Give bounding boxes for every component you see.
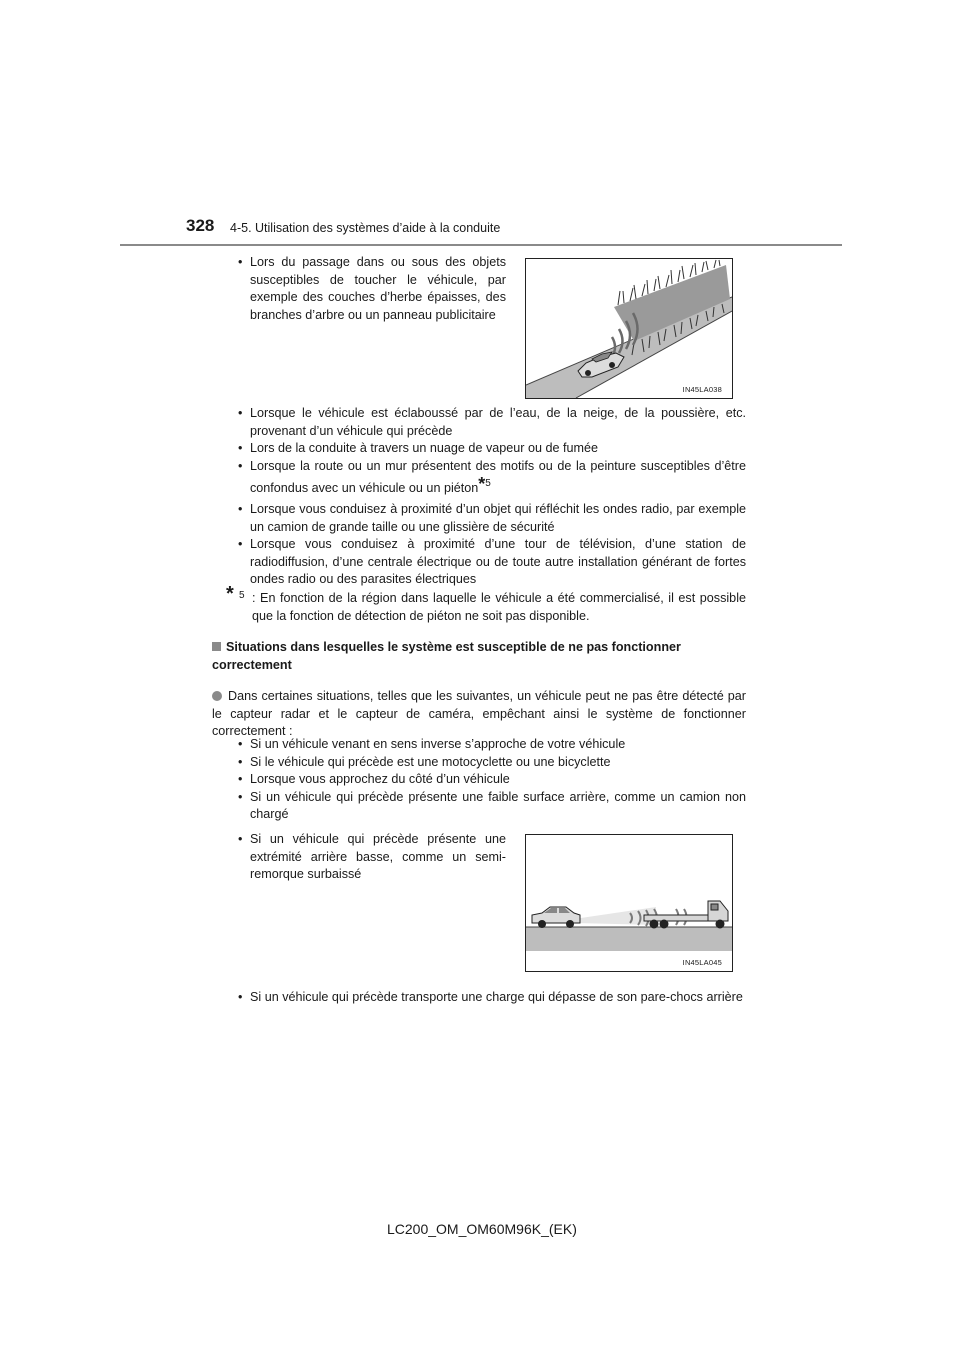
bullet-symbol: • (238, 772, 243, 787)
circle-bullet-icon (212, 691, 222, 701)
list-item (230, 771, 746, 789)
bullet-symbol: • (238, 537, 243, 552)
list-item (230, 458, 746, 498)
bullet-overhanging-load (230, 989, 746, 1007)
trailer-shape (644, 901, 728, 928)
footnote-ref-number: 5 (485, 478, 491, 490)
figure-code: IN45LA038 (682, 385, 722, 394)
figure-vegetation (525, 258, 733, 399)
bullet-text: Lorsque la route ou un mur présentent des motifs ou de la peinture susceptibles d’être confondus avec un véhicule ou un piéton (250, 458, 746, 496)
bullet-symbol: • (238, 832, 243, 846)
footnote-number: 5 (239, 590, 245, 601)
bullet-text: Lorsque vous conduisez à proximité d’une tour de télévision, d’une station de radiodiffusion, d’une centrale électrique ou de toute autre installation générant de fortes ondes radio ou des parasites électriques (250, 537, 746, 587)
bullet-symbol: • (238, 789, 243, 804)
list-item (230, 831, 506, 884)
bullet-symbol: • (238, 441, 243, 456)
page-number: 328 (186, 216, 215, 235)
section-intro (212, 688, 746, 741)
bullet-text: Lorsque vous conduisez à proximité d’un objet qui réfléchit les ondes radio, par exemple un camion de grande taille ou une glissière de sécurité (250, 501, 746, 534)
vegetation-illustration (526, 259, 732, 398)
bullet-symbol: • (238, 458, 243, 473)
bullet-thick-objects (230, 254, 506, 324)
section-heading-text: Situations dans lesquelles le système est susceptible de ne pas fonctionner correctement (212, 640, 681, 672)
footnote-text: : En fonction de la région dans laquelle le véhicule a été commercialisé, il est possible que la fonction de détection de piéton ne soit pas disponible. (252, 591, 746, 623)
section-intro-text: Dans certaines situations, telles que les suivantes, un véhicule peut ne pas être détecté par le capteur radar et le capteur de caméra, empêchant ainsi le système de fonctionner correctement : (212, 689, 746, 739)
list-item (230, 254, 506, 324)
bullet-symbol: • (238, 501, 243, 516)
bullet-symbol: • (238, 990, 243, 1004)
bullet-list-top (230, 405, 746, 589)
list-item (230, 989, 746, 1007)
low-trailer-illustration (526, 835, 732, 971)
bullet-text: Si un véhicule qui précède transporte une charge qui dépasse de son pare-chocs arrière (250, 990, 743, 1004)
list-item (230, 754, 746, 772)
bullet-list-bottom (230, 736, 746, 824)
bullet-low-trailer (230, 831, 506, 884)
section-heading (212, 639, 746, 674)
bullet-text: Si un véhicule qui précède présente une faible surface arrière, comme un camion non chargé (250, 789, 746, 822)
list-item (230, 501, 746, 536)
list-item (230, 440, 746, 458)
bullet-text: Lorsque le véhicule est éclaboussé par de l’eau, de la neige, de la poussière, etc. provenant d’un véhicule qui précède (250, 406, 746, 438)
figure-low-trailer (525, 834, 733, 972)
header-rule (120, 244, 842, 246)
footnote-ref-mark: * (478, 474, 486, 495)
bullet-text: Lorsque vous approchez du côté d’un véhicule (250, 772, 510, 787)
bullet-text: Lors du passage dans ou sous des objets susceptibles de toucher le véhicule, par exemple des couches d’herbe épaisses, des branches d’arbre ou un panneau publicitaire (250, 255, 506, 322)
figure-code: IN45LA045 (682, 958, 722, 967)
car-shape (532, 907, 580, 928)
bullet-symbol: • (238, 406, 243, 420)
bullet-text: Lors de la conduite à travers un nuage de vapeur ou de fumée (250, 441, 598, 456)
bullet-text: Si un véhicule qui précède présente une extrémité arrière basse, comme un semi-remorque surbaissé (250, 832, 506, 882)
bullet-symbol: • (238, 737, 243, 751)
square-bullet-icon (212, 642, 221, 651)
document-code: LC200_OM_OM60M96K_(EK) (387, 1221, 577, 1237)
list-item (230, 536, 746, 589)
bullet-symbol: • (238, 754, 243, 769)
list-item (230, 405, 746, 440)
list-item (230, 736, 746, 754)
bullet-text: Si un véhicule venant en sens inverse s’approche de votre véhicule (250, 737, 626, 751)
footnote (226, 583, 746, 625)
list-item (230, 789, 746, 824)
footnote-mark: * (226, 583, 234, 605)
bullet-text: Si le véhicule qui précède est une motocyclette ou une bicyclette (250, 754, 611, 769)
bullet-symbol: • (238, 255, 243, 269)
section-title: 4-5. Utilisation des systèmes d’aide à la conduite (230, 221, 501, 235)
